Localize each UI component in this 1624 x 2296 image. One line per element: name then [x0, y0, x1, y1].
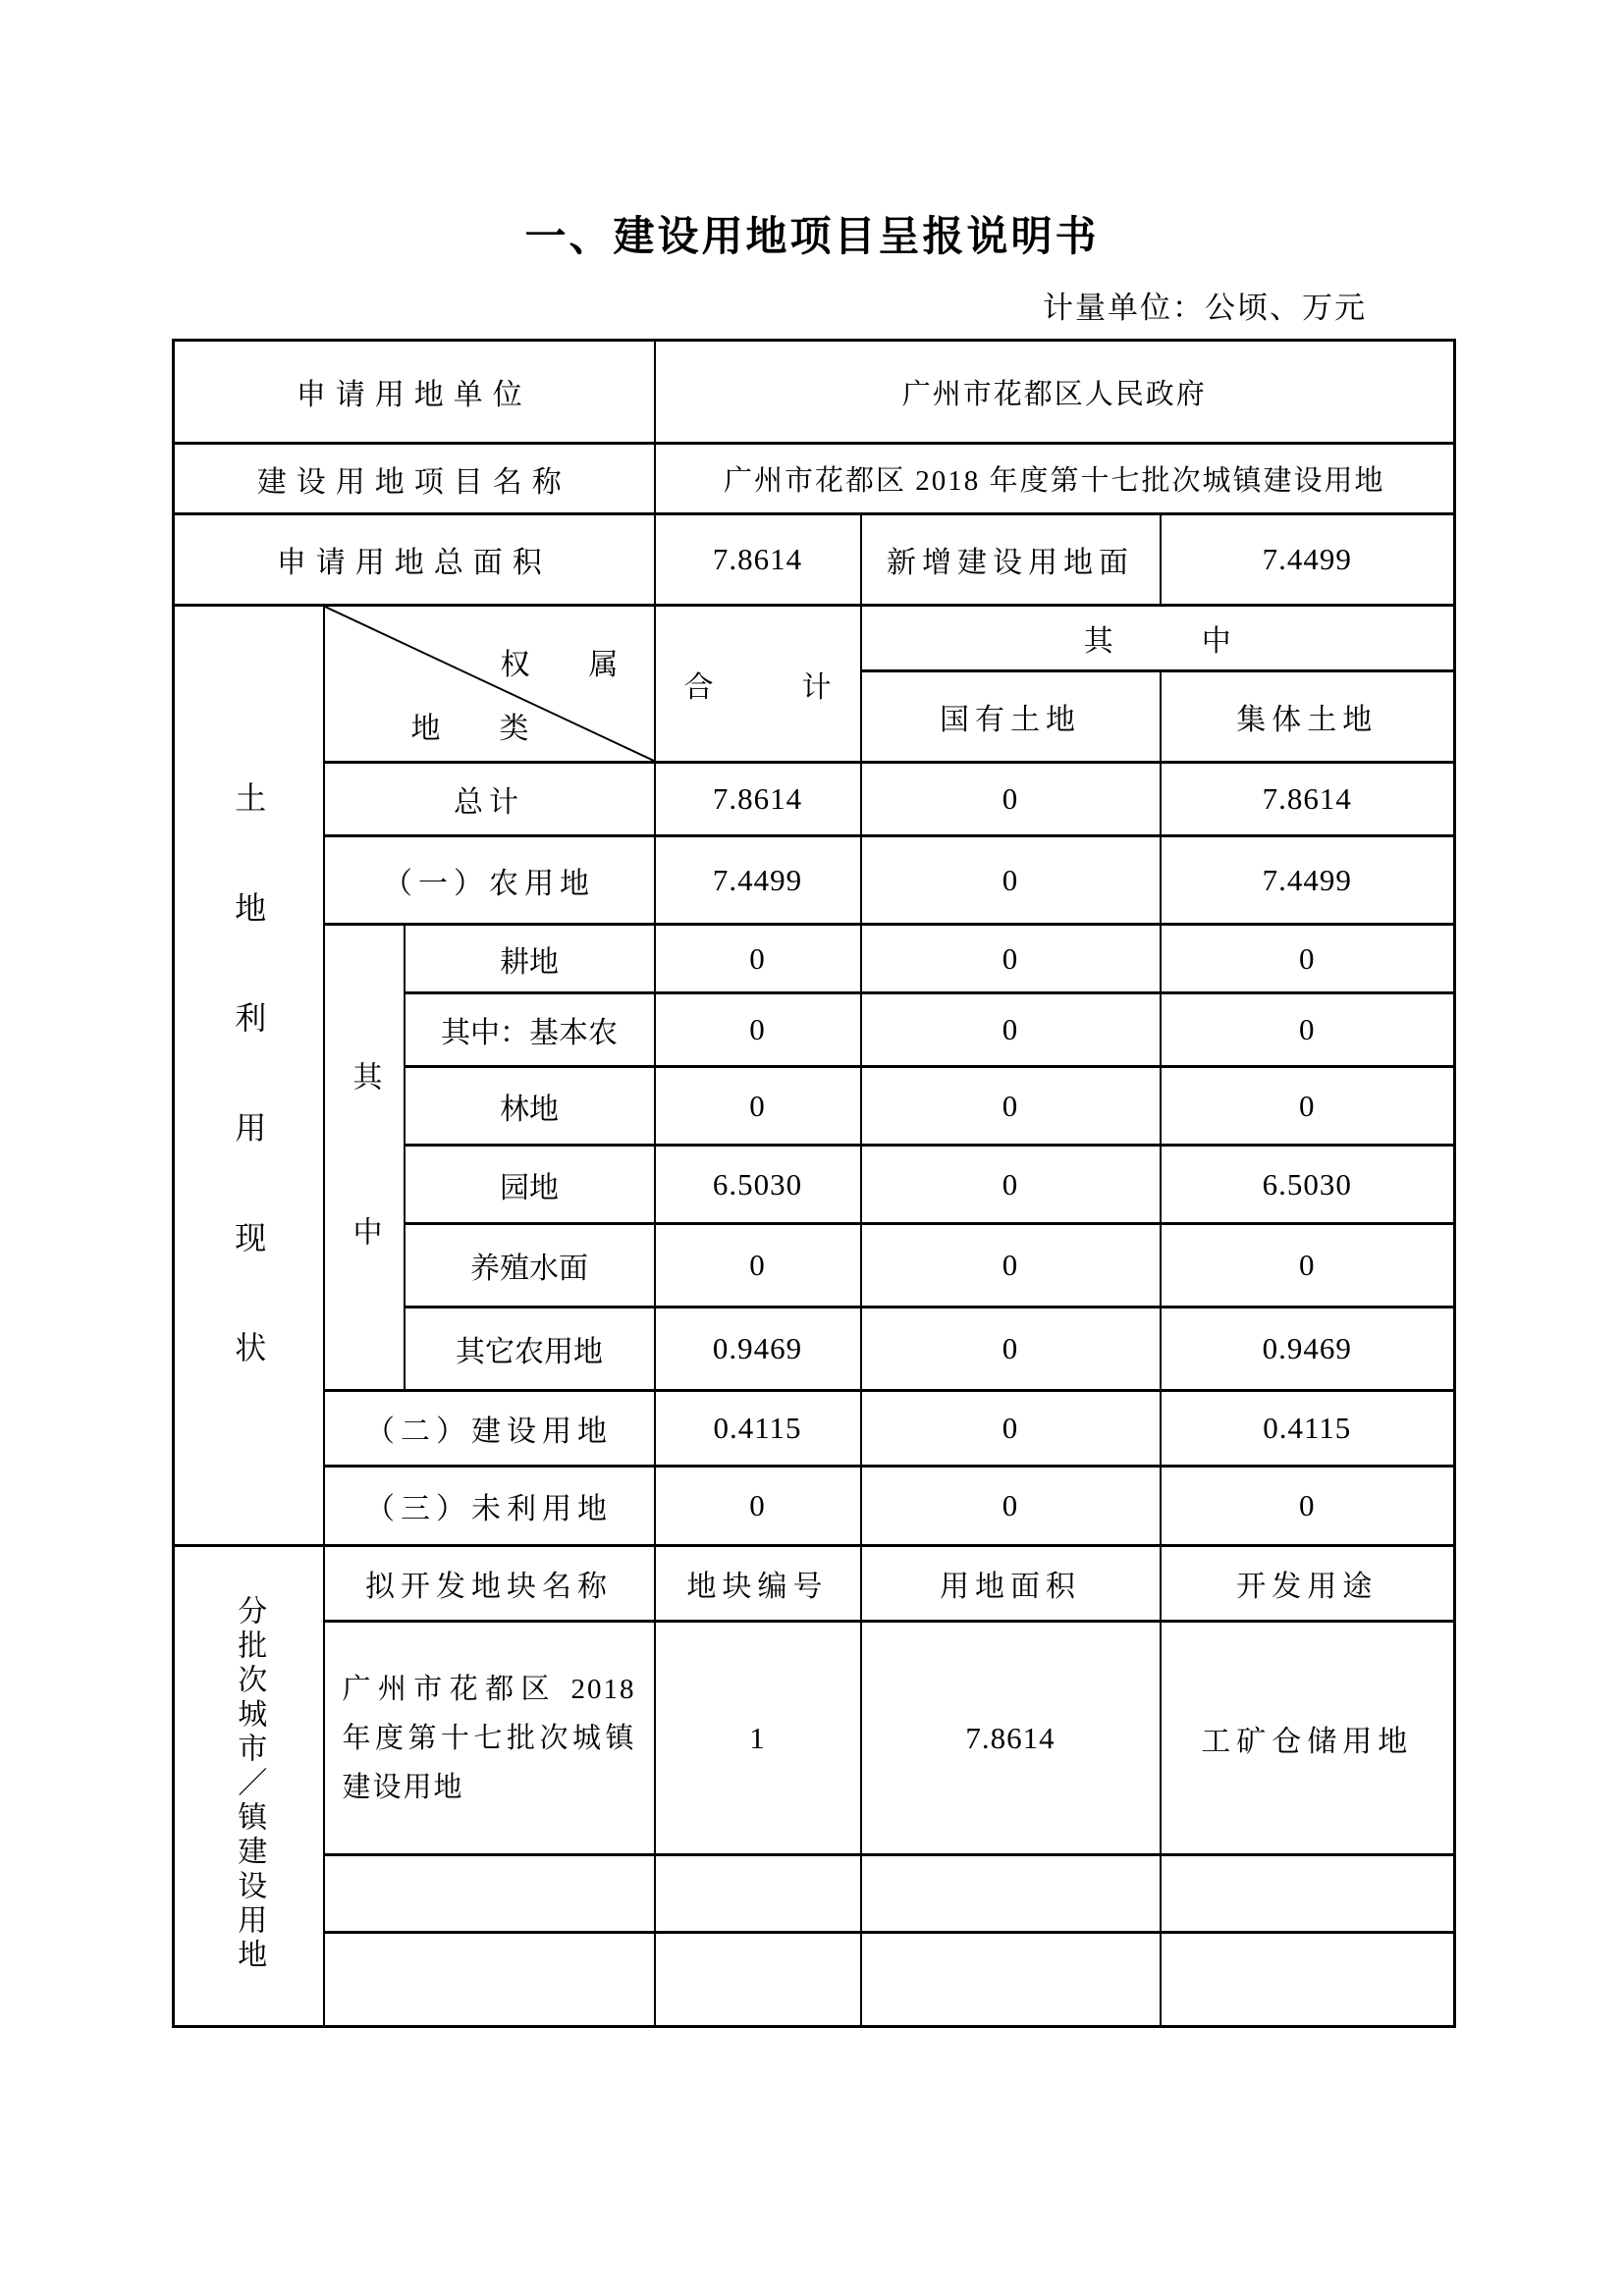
row-collective: 0	[1161, 1067, 1455, 1146]
row-label: （二）建设用地	[324, 1391, 655, 1467]
row-collective: 0	[1161, 1224, 1455, 1308]
row-total: 0.9469	[655, 1308, 861, 1391]
col-header-parcel-area: 用地面积	[861, 1546, 1161, 1622]
row-state: 0	[861, 836, 1161, 925]
col-header-state-land: 国有土地	[861, 671, 1161, 763]
among-label-cell	[324, 925, 405, 1391]
col-header-collective-land: 集体土地	[1161, 671, 1455, 763]
total-area-value: 7.8614	[655, 514, 861, 606]
row-collective: 6.5030	[1161, 1146, 1455, 1224]
parcel-code	[655, 1933, 861, 2027]
parcel-name	[324, 1855, 655, 1933]
row-landuse-header-top	[174, 606, 1455, 671]
project-name-label: 建设用地项目名称	[174, 444, 655, 514]
parcel-name	[324, 1933, 655, 2027]
table-row	[174, 1391, 1455, 1467]
row-state: 0	[861, 1146, 1161, 1224]
col-header-parcel-purpose: 开发用途	[1161, 1546, 1455, 1622]
row-label: 其它农用地	[405, 1308, 655, 1391]
row-total: 6.5030	[655, 1146, 861, 1224]
among-label: 其中	[348, 1061, 381, 1371]
land-report-table	[172, 339, 1456, 2028]
row-development-header	[174, 1546, 1455, 1622]
new-construction-area-label: 新增建设用地面	[861, 514, 1161, 606]
row-project-name	[174, 444, 1455, 514]
page-title: 一、建设用地项目呈报说明书	[524, 213, 1100, 259]
row-collective: 0	[1161, 925, 1455, 993]
landuse-section-label-cell	[174, 606, 324, 1546]
row-state: 0	[861, 993, 1161, 1067]
parcel-purpose	[1161, 1933, 1455, 2027]
row-total: 7.4499	[655, 836, 861, 925]
measurement-unit-note: 计量单位：公顷、万元	[1043, 291, 1367, 325]
row-label: 养殖水面	[405, 1224, 655, 1308]
row-collective: 0.9469	[1161, 1308, 1455, 1391]
parcel-purpose	[1161, 1855, 1455, 1933]
row-state: 0	[861, 1467, 1161, 1546]
row-total: 0	[655, 1067, 861, 1146]
parcel-code: 1	[655, 1622, 861, 1855]
row-label: （一）农用地	[324, 836, 655, 925]
total-area-label: 申请用地总面积	[174, 514, 655, 606]
new-construction-area-value: 7.4499	[1161, 514, 1455, 606]
table-row	[174, 925, 1455, 993]
row-collective: 0.4115	[1161, 1391, 1455, 1467]
row-total: 7.8614	[655, 763, 861, 836]
row-total: 0	[655, 993, 861, 1067]
row-total: 0	[655, 1467, 861, 1546]
row-total: 0	[655, 1224, 861, 1308]
row-total: 0	[655, 925, 861, 993]
applicant-label: 申请用地单位	[174, 341, 655, 444]
row-label: 园地	[405, 1146, 655, 1224]
diagonal-landtype-label: 地 类	[410, 713, 529, 745]
diagonal-header-cell	[324, 606, 655, 763]
row-label: 其中：基本农	[405, 993, 655, 1067]
applicant-value: 广州市花都区人民政府	[655, 341, 1455, 444]
table-row	[174, 1855, 1455, 1933]
row-state: 0	[861, 1391, 1161, 1467]
landuse-section-label: 土地利用现状	[231, 780, 267, 1441]
parcel-area: 7.8614	[861, 1622, 1161, 1855]
row-total-area	[174, 514, 1455, 606]
parcel-name: 广州市花都区 2018 年度第十七批次城镇建设用地	[324, 1622, 655, 1855]
col-header-among: 其 中	[861, 606, 1455, 671]
table-row	[174, 1467, 1455, 1546]
row-applicant	[174, 341, 1455, 444]
row-state: 0	[861, 1067, 1161, 1146]
parcel-code	[655, 1855, 861, 1933]
table-row	[174, 836, 1455, 925]
row-state: 0	[861, 1308, 1161, 1391]
parcel-area	[861, 1933, 1161, 2027]
row-total: 0.4115	[655, 1391, 861, 1467]
diagonal-ownership-label: 权 属	[500, 649, 619, 681]
table-row	[174, 1622, 1455, 1855]
row-label: （三）未利用地	[324, 1467, 655, 1546]
col-header-total: 合 计	[655, 606, 861, 763]
row-state: 0	[861, 763, 1161, 836]
row-collective: 0	[1161, 993, 1455, 1067]
parcel-area	[861, 1855, 1161, 1933]
development-section-label-cell	[174, 1546, 324, 2027]
row-state: 0	[861, 925, 1161, 993]
col-header-parcel-name: 拟开发地块名称	[324, 1546, 655, 1622]
table-row	[174, 1933, 1455, 2027]
parcel-purpose: 工矿仓储用地	[1161, 1622, 1455, 1855]
col-header-parcel-code: 地块编号	[655, 1546, 861, 1622]
row-label: 林地	[405, 1067, 655, 1146]
row-collective: 7.8614	[1161, 763, 1455, 836]
development-section-label: 分批次城市／镇建设用地	[233, 1595, 266, 1973]
row-state: 0	[861, 1224, 1161, 1308]
row-collective: 7.4499	[1161, 836, 1455, 925]
row-label: 耕地	[405, 925, 655, 993]
project-name-value: 广州市花都区 2018 年度第十七批次城镇建设用地	[655, 444, 1455, 514]
row-collective: 0	[1161, 1467, 1455, 1546]
table-row	[174, 763, 1455, 836]
row-label: 总计	[324, 763, 655, 836]
